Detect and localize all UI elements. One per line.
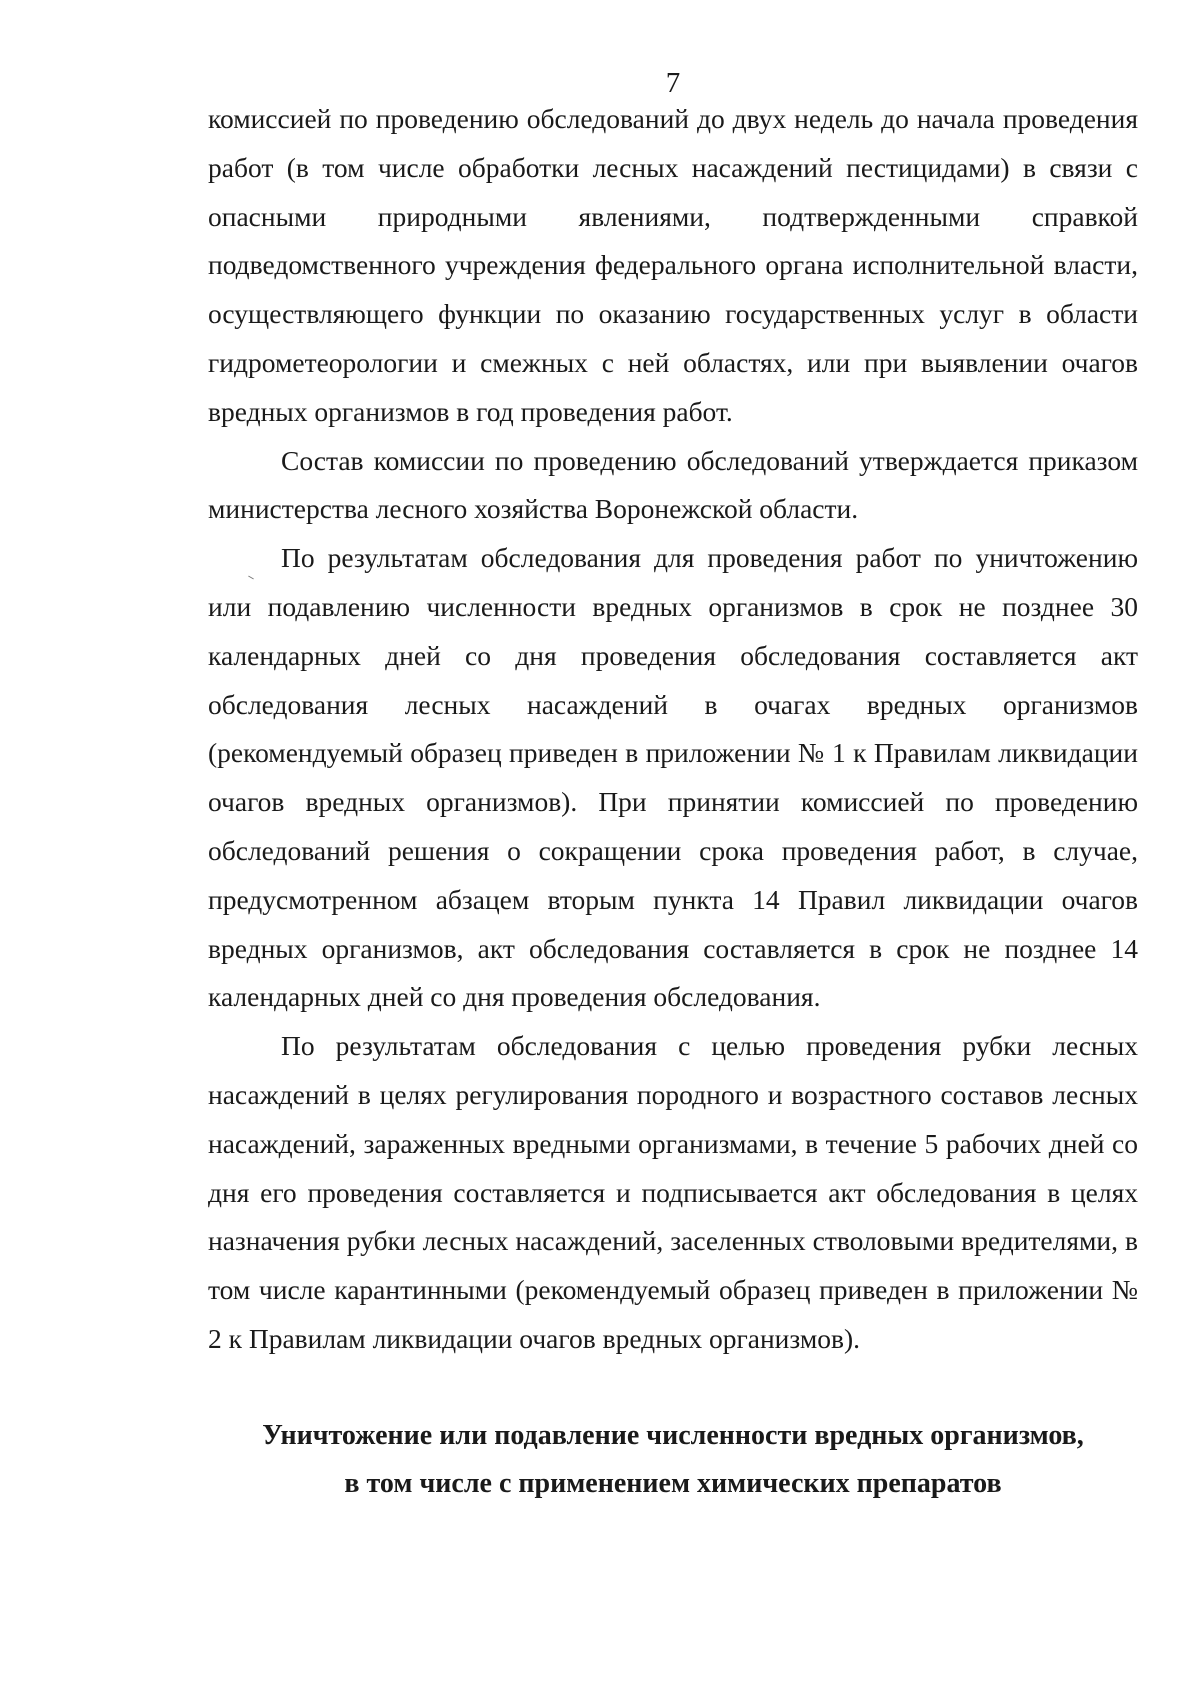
section-heading-line-2: в том числе с применением химических препаратов	[344, 1468, 1002, 1499]
section-heading	[208, 1412, 1138, 1508]
paragraph-commission-composition: Состав комиссии по проведению обследований утверждается приказом министерства лесного хозяйства Воронежской области.	[208, 444, 1138, 525]
document-body	[208, 95, 1138, 1364]
paragraph-felling-act: По результатам обследования с целью проведения рубки лесных насаждений в целях регулирования породного и возрастного составов лесных насаждений, зараженных вредными организмами, в течение 5 рабочих дней со дня его проведения составляется и подписывается акт обследования в целях назначения рубки лесных насаждений, заселенных стволовыми вредителями, в том числе карантинными (рекомендуемый образец приведен в приложении № 2 к Правилам ликвидации очагов вредных организмов).	[208, 1030, 1138, 1354]
paragraph-continuation: комиссией по проведению обследований до двух недель до начала проведения работ (в том числе обработки лесных насаждений пестицидами) в связи с опасными природными явлениями, подтвержденными справкой подведомственного учреждения федерального органа исполнительной власти, осуществляющего функции по оказанию государственных услуг в области гидрометеорологии и смежных с ней областях, или при выявлении очагов вредных организмов в год проведения работ.	[208, 103, 1138, 427]
paragraph-survey-act: По результатам обследования для проведения работ по уничтожению или подавлению численности вредных организмов в срок не позднее 30 календарных дней со дня проведения обследования составляется акт обследования лесных насаждений в очагах вредных организмов (рекомендуемый образец приведен в приложении № 1 к Правилам ликвидации очагов вредных организмов). При принятии комиссией по проведению обследований решения о сокращении срока проведения работ, в случае, предусмотренном абзацем вторым пункта 14 Правил ликвидации очагов вредных организмов, акт обследования составляется в срок не позднее 14 календарных дней со дня проведения обследования.	[208, 542, 1138, 1013]
section-heading-line-1: Уничтожение или подавление численности вредных организмов,	[262, 1420, 1084, 1451]
page-number: 7	[665, 67, 681, 99]
